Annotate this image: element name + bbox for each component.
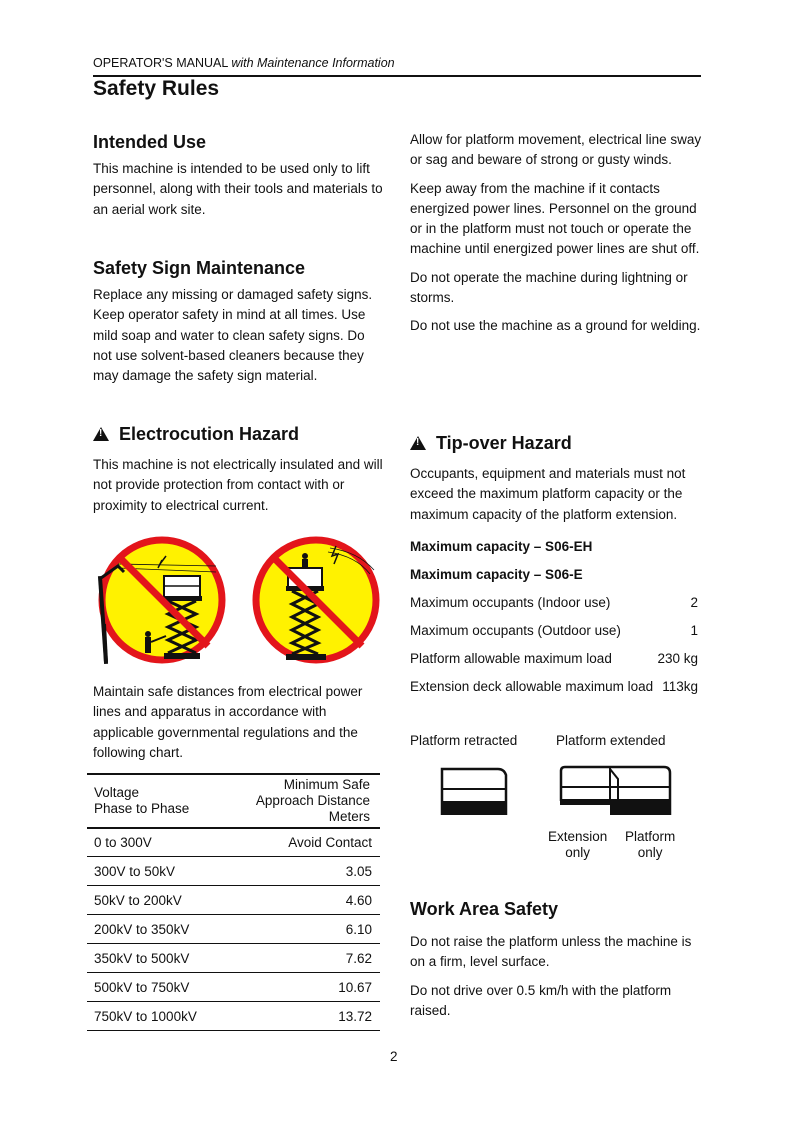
electrocution-heading [93,424,383,445]
platform-diagram [440,765,680,817]
voltage-cell: 500kV to 750kV [87,973,250,1002]
spec-row [410,645,698,673]
work-area-section [410,899,702,1021]
spec-row [410,589,698,617]
label-line: only [637,845,663,860]
distance-header-line: Meters [328,809,370,824]
no-contact-power-line-sign [98,540,222,664]
warning-triangle-icon [93,427,109,441]
electrocution-text: This machine is not electrically insulated and will not provide protection from contact with or proximity to electrical current. [93,457,383,513]
distance-cell: 6.10 [250,915,380,944]
spec-row [410,673,698,701]
table-row [87,973,380,1002]
table-row [87,944,380,973]
electrocution-section [93,424,383,516]
voltage-header-line: Phase to Phase [94,801,190,816]
spec-label: Extension deck allowable maximum load [410,678,654,694]
platform-retracted-icon [441,769,507,815]
spec-label: Platform allowable maximum load [410,650,612,666]
voltage-cell: 300V to 50kV [87,857,250,886]
tipover-heading-text: Tip-over Hazard [436,433,572,453]
spec-value: 230 kg [657,650,698,666]
spec-value: 2 [690,594,698,610]
table-row [87,886,380,915]
intended-use-text: This machine is intended to be used only to lift personnel, along with their tools and materials to an aerial work site. [93,161,383,217]
table-row [87,915,380,944]
power-line-guidance [410,130,702,337]
manual-subtitle: with Maintenance Information [231,56,395,70]
voltage-header [94,785,189,817]
paragraph: Allow for platform movement, electrical line sway or sag and beware of strong or gusty winds. [410,132,702,168]
voltage-cell: 750kV to 1000kV [87,1002,250,1031]
platform-extended-icon [560,767,671,815]
tipover-text: Occupants, equipment and materials must not exceed the maximum platform capacity or the maximum capacity of the platform extension. [410,466,686,522]
distance-header-line: Minimum Safe [283,777,370,792]
capacity-label-eh: Maximum capacity – S06-EH [410,538,593,554]
distance-cell: 7.62 [250,944,380,973]
distance-cell: 3.05 [250,857,380,886]
tipover-section [410,433,702,701]
work-area-heading: Work Area Safety [410,899,559,919]
sign-maintenance-heading: Safety Sign Maintenance [93,258,306,278]
paragraph: Keep away from the machine if it contacts energized power lines. Personnel on the ground or in the platform must not touch or operate the machine until energized power lines are shut off. [410,180,700,257]
label-line: Platform [625,829,676,844]
capacity-label-e: Maximum capacity – S06-E [410,566,583,582]
label-line: Extension [548,829,608,844]
spec-label: Maximum occupants (Outdoor use) [410,622,621,638]
spec-row [410,617,698,645]
manual-title: OPERATOR'S MANUAL [93,56,228,70]
electrocution-heading-text: Electrocution Hazard [119,424,300,444]
voltage-cell: 350kV to 500kV [87,944,250,973]
spec-value: 113kg [662,678,698,694]
intended-use-section [93,132,383,220]
page-number: 2 [390,1049,398,1064]
spec-value: 1 [690,622,698,638]
capacity-specs [410,589,702,701]
distance-header-line: Approach Distance [255,793,370,808]
running-header [93,56,395,70]
paragraph: Do not drive over 0.5 km/h with the platform raised. [410,982,672,1018]
distance-cell: 4.60 [250,886,380,915]
distance-cell: Avoid Contact [250,828,380,857]
warning-triangle-icon [410,436,426,450]
label-line: only [565,845,591,860]
voltage-cell: 0 to 300V [87,828,250,857]
electrocution-signs [96,534,392,666]
no-raise-near-power-line-sign [256,540,376,660]
table-row [87,828,380,857]
distance-table [87,828,380,1031]
voltage-cell: 200kV to 350kV [87,915,250,944]
table-row [87,1002,380,1031]
extension-only-label [548,829,607,861]
paragraph: Do not raise the platform unless the machine is on a firm, level surface. [410,934,692,970]
sign-maintenance-text: Replace any missing or damaged safety signs. Keep operator safety in mind at all times. Use mild soap and water to clean safety signs. Do not use solvent-based cleaners because they may damage the safety sign material. [93,287,373,384]
extended-label: Platform extended [556,733,666,748]
paragraph: Do not use the machine as a ground for welding. [410,318,701,334]
tipover-heading [410,433,702,454]
retracted-label: Platform retracted [410,733,518,748]
distance-header [256,777,370,825]
intended-use-heading: Intended Use [93,132,207,152]
platform-only-label [625,829,675,861]
voltage-header-line: Voltage [94,785,140,800]
voltage-cell: 50kV to 200kV [87,886,250,915]
sign-maintenance-section [93,258,383,386]
page-title: Safety Rules [93,77,220,100]
distance-table-header [87,775,380,827]
distance-cell: 13.72 [250,1002,380,1031]
distance-cell: 10.67 [250,973,380,1002]
paragraph: Do not operate the machine during lightning or storms. [410,269,688,306]
distances-intro: Maintain safe distances from electrical power lines and apparatus in accordance with applicable governmental regulations and the following chart. [93,684,363,760]
spec-label: Maximum occupants (Indoor use) [410,594,611,610]
table-row [87,857,380,886]
